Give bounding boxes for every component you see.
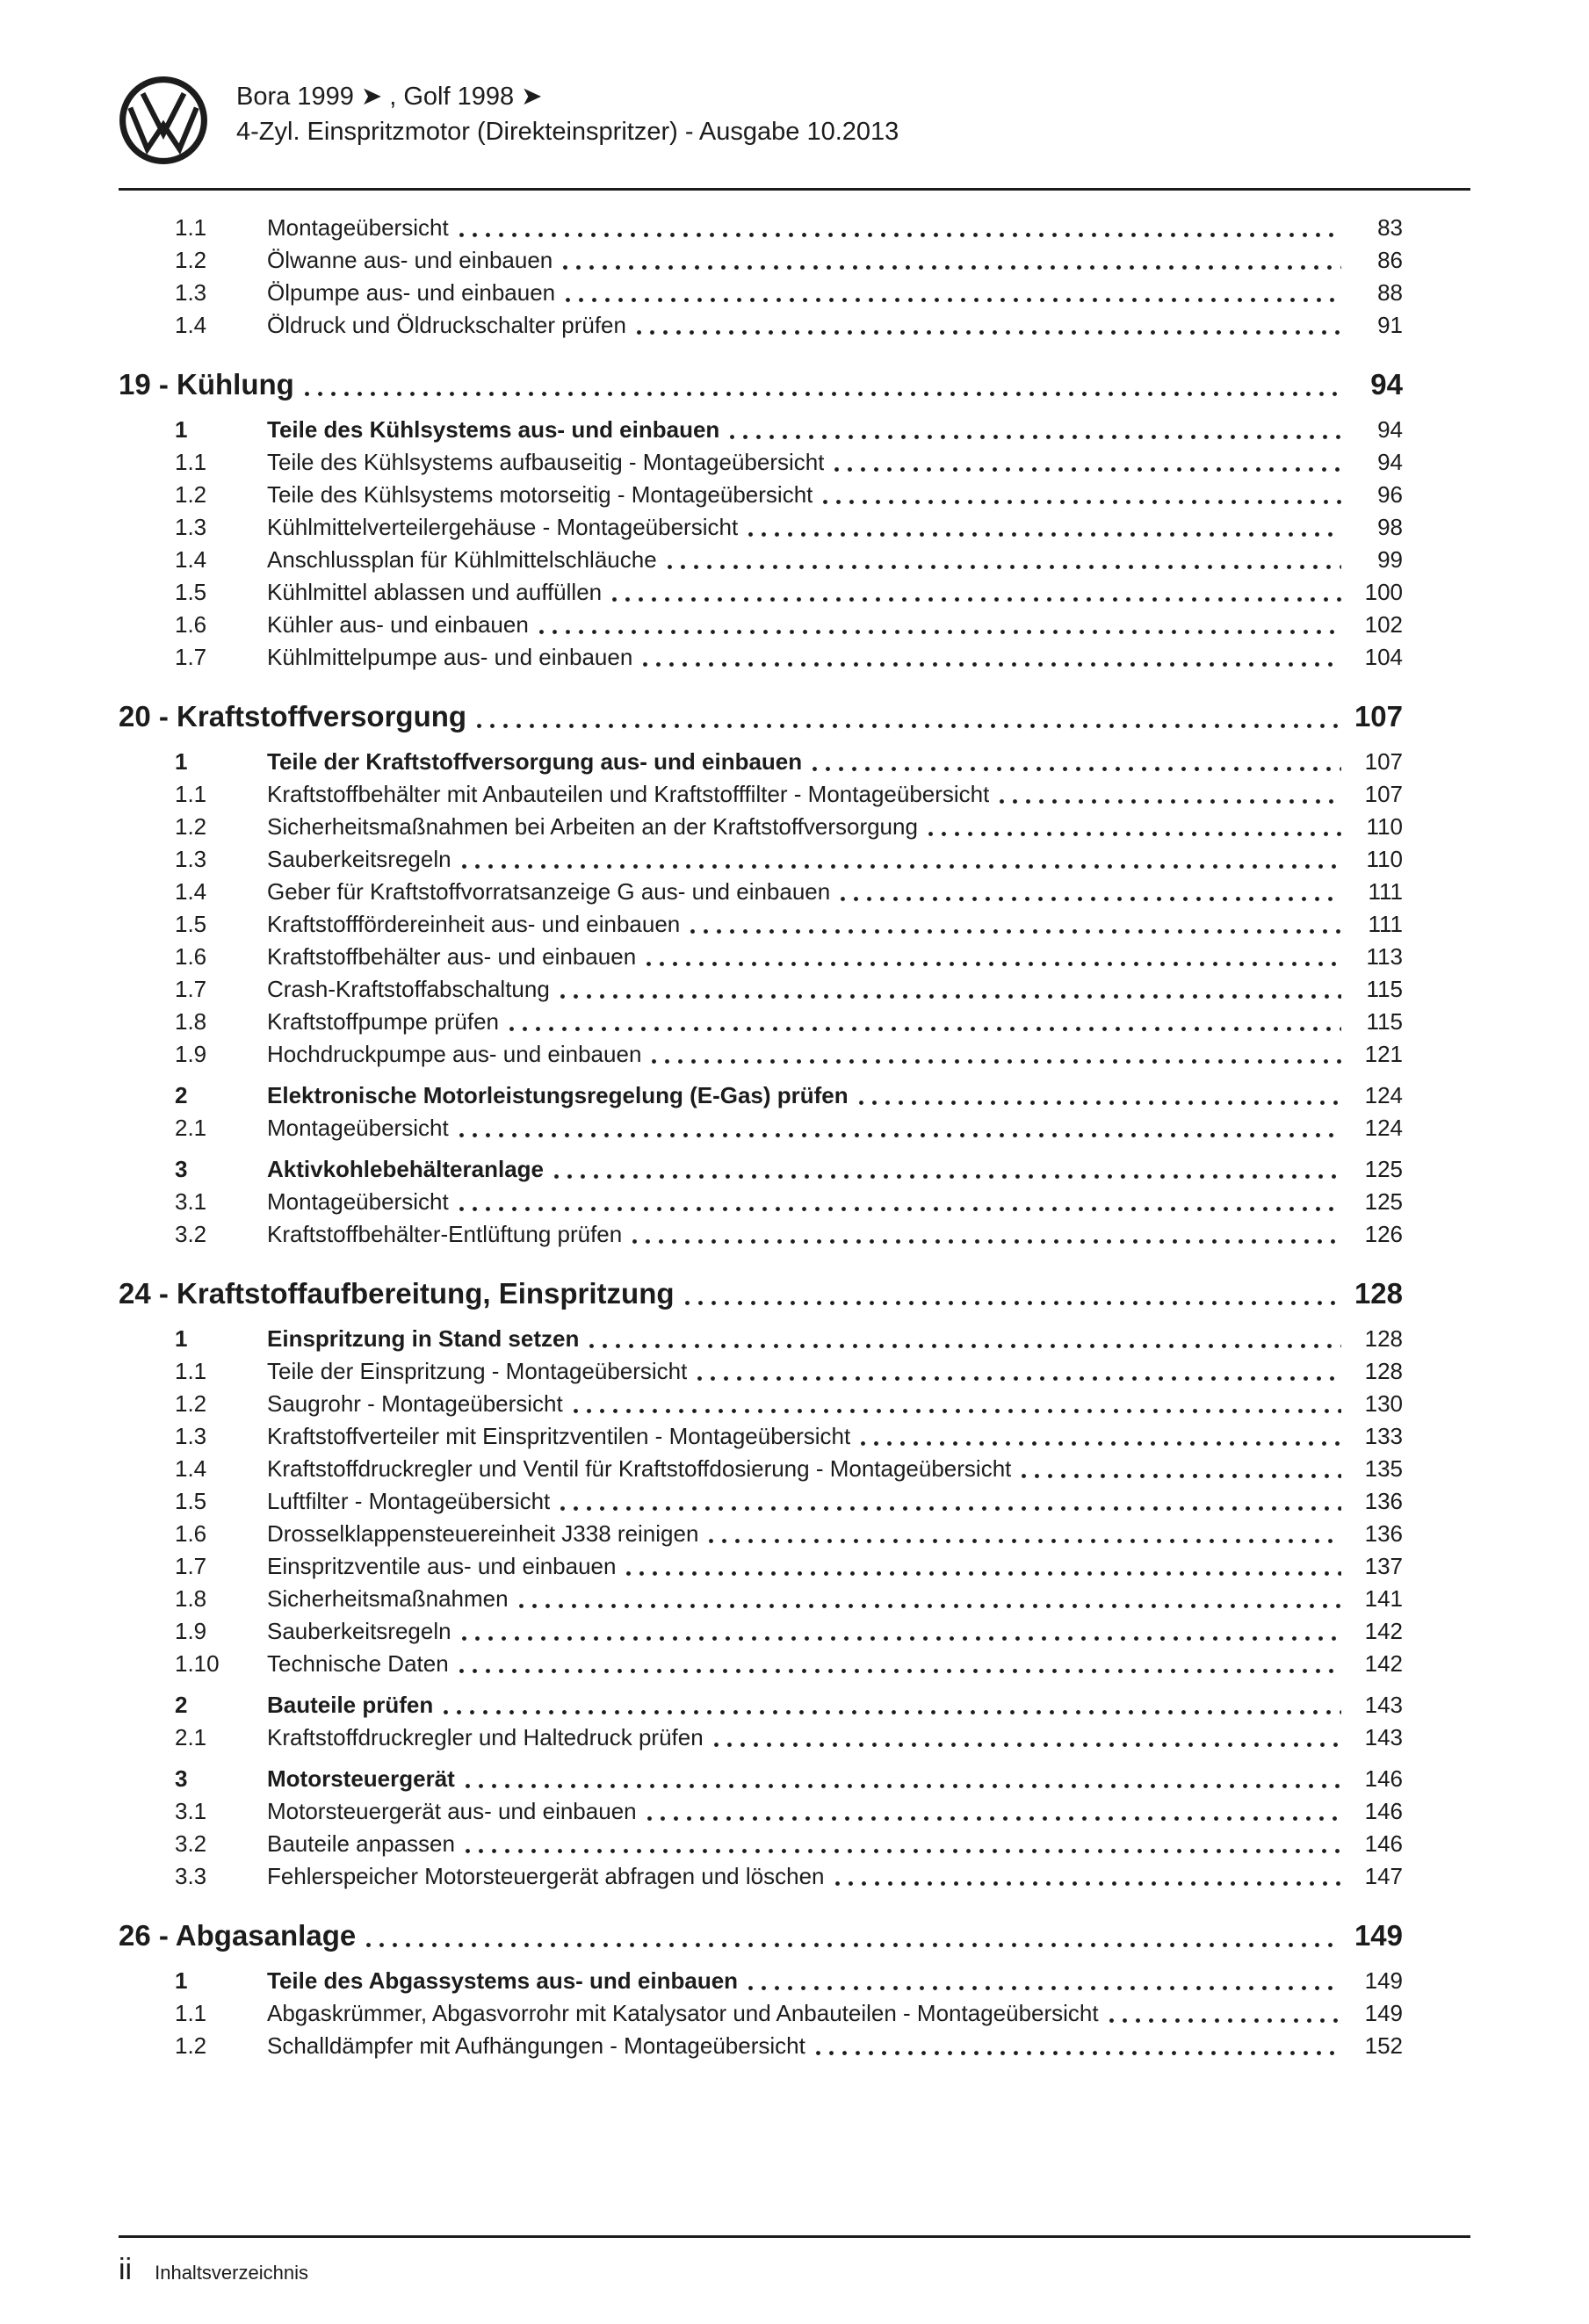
dotted-leader [449,1186,1348,1218]
toc-entry-page: 137 [1364,1553,1403,1579]
toc-entry-title: Teile des Kühlsystems motorseitig - Montageübersicht [267,481,813,508]
toc-entry-page: 136 [1364,1488,1403,1514]
toc-entry-title: Teile der Kraftstoffversorgung aus- und einbauen [267,748,803,775]
toc-row [119,1485,1403,1518]
toc-entry-title: Bauteile prüfen [267,1692,434,1718]
toc-row [119,244,1403,277]
toc-row [119,1763,1403,1795]
toc-entry-number: 1.6 [175,1520,207,1547]
toc-entry-page: 125 [1364,1156,1403,1182]
dotted-leader [455,1763,1348,1795]
toc-row [119,414,1403,446]
dotted-leader [805,2030,1348,2062]
toc-entry-title: Kraftstofffördereinheit aus- und einbauen [267,911,681,937]
toc-entry-title: Kühler aus- und einbauen [267,611,529,638]
toc-entry-page: 107 [1354,700,1403,733]
dotted-leader [636,941,1348,973]
toc-row [119,876,1403,908]
dotted-leader [813,479,1348,511]
toc-row [119,1079,1403,1112]
dotted-leader [641,1038,1348,1071]
toc-entry-title: Kraftstoffbehälter mit Anbauteilen und Kraftstofffilter - Montageübersicht [267,781,990,807]
toc-entry-page: 94 [1377,416,1403,443]
toc-entry-number: 1.7 [175,1553,207,1579]
toc-row [119,973,1403,1006]
header-rule [119,188,1470,191]
toc-entry-title: Aktivkohlebehälteranlage [267,1156,544,1182]
toc-entry-title: Kühlmittel ablassen und auffüllen [267,579,603,605]
dotted-leader [622,1218,1348,1251]
toc-entry-title: Ölpumpe aus- und einbauen [267,279,556,306]
toc-entry-number: 1 [175,1967,188,1994]
dotted-leader [499,1006,1348,1038]
toc-entry-page: 107 [1364,781,1403,807]
footer-row [119,2252,1470,2287]
toc-entry-number: 1.4 [175,1455,207,1482]
toc-row [119,1274,1403,1314]
toc-entry-title: Teile des Kühlsystems aus- und einbauen [267,416,720,443]
toc-entry-title: Sauberkeitsregeln [267,846,451,872]
toc-row [119,1453,1403,1485]
toc-entry-number: 1.2 [175,481,207,508]
dotted-leader [550,1485,1348,1518]
toc-row [119,1550,1403,1583]
dotted-leader [850,1420,1348,1453]
toc-entry-title: Technische Daten [267,1650,449,1677]
toc-row [119,609,1403,641]
dotted-leader [626,309,1348,342]
toc-list [119,212,1403,2062]
toc-entry-number: 2 [175,1082,188,1108]
toc-entry-page: 110 [1366,846,1403,872]
toc-entry-page: 146 [1364,1765,1403,1792]
toc-row [119,1388,1403,1420]
dotted-leader [657,544,1348,576]
toc-entry-page: 133 [1364,1423,1403,1449]
dotted-leader [830,876,1348,908]
toc-row [119,309,1403,342]
toc-entry-title: Kühlmittelverteilergehäuse - Montageübersicht [267,514,739,540]
dotted-leader [825,1860,1349,1893]
toc-row [119,2030,1403,2062]
toc-entry-number: 1.1 [175,1358,207,1384]
dotted-leader [632,641,1348,674]
footer-rule [119,2235,1470,2238]
toc-row [119,511,1403,544]
toc-entry-page: 124 [1364,1082,1403,1108]
toc-row [119,1997,1403,2030]
toc-row [119,1153,1403,1186]
toc-entry-title: Einspritzventile aus- und einbauen [267,1553,617,1579]
toc-entry-number: 1 [175,748,188,775]
toc-entry-page: 88 [1377,279,1403,306]
toc-entry-title: Bauteile anpassen [267,1830,455,1857]
dotted-leader [738,511,1348,544]
toc-entry-page: 115 [1366,976,1403,1002]
toc-entry-page: 128 [1364,1325,1403,1352]
toc-entry-number: 3.1 [175,1798,207,1824]
toc-entry-page: 135 [1364,1455,1403,1482]
toc-entry-page: 115 [1366,1008,1403,1035]
toc-entry-page: 128 [1364,1358,1403,1384]
toc-entry-title: Saugrohr - Montageübersicht [267,1390,563,1417]
toc-entry-page: 147 [1364,1863,1403,1889]
toc-row [119,778,1403,811]
toc-entry-title: 26 - Abgasanlage [119,1919,357,1952]
toc-row [119,479,1403,511]
toc-entry-title: Kraftstoffbehälter aus- und einbauen [267,943,637,970]
toc-row [119,212,1403,244]
dotted-leader [449,212,1348,244]
dotted-leader [738,1965,1348,1997]
toc-entry-title: Montageübersicht [267,1188,449,1215]
toc-entry-title: Montageübersicht [267,214,449,241]
dotted-leader [719,414,1348,446]
toc-row [119,1420,1403,1453]
toc-entry-number: 3 [175,1765,188,1792]
toc-entry-title: Anschlussplan für Kühlmittelschläuche [267,546,657,573]
toc-entry-page: 142 [1364,1618,1403,1644]
toc-entry-page: 125 [1364,1188,1403,1215]
document-page [0,76,1589,2286]
toc-entry-page: 107 [1364,748,1403,775]
toc-entry-number: 2.1 [175,1115,207,1141]
dotted-leader [356,1916,1348,1956]
toc-entry-number: 1.2 [175,247,207,273]
toc-entry-title: Kraftstoffpumpe prüfen [267,1008,500,1035]
dotted-leader [553,244,1348,277]
toc-entry-page: 111 [1368,878,1403,905]
toc-entry-title: Kühlmittelpumpe aus- und einbauen [267,644,633,670]
toc-row [119,1965,1403,1997]
dotted-leader [704,1721,1348,1754]
toc-entry-title: Elektronische Motorleistungsregelung (E-Gas) prüfen [267,1082,849,1108]
toc-entry-title: Motorsteuergerät [267,1765,455,1792]
toc-entry-page: 91 [1377,312,1403,338]
toc-row [119,746,1403,778]
toc-entry-number: 1.5 [175,911,207,937]
toc-entry-number: 2 [175,1692,188,1718]
toc-row [119,1689,1403,1721]
footer-page-number: ii [119,2253,133,2286]
toc-entry-number: 1.8 [175,1585,207,1612]
toc-entry-page: 143 [1364,1692,1403,1718]
toc-row [119,1648,1403,1680]
toc-entry-title: Hochdruckpumpe aus- und einbauen [267,1041,642,1067]
toc-entry-number: 1.7 [175,976,207,1002]
header-text-block [236,76,899,149]
toc-entry-page: 110 [1366,813,1403,840]
toc-entry-number: 1.3 [175,846,207,872]
toc-entry-page: 124 [1364,1115,1403,1141]
toc-entry-page: 102 [1364,611,1403,638]
dotted-leader [455,1828,1348,1860]
toc-row [119,696,1403,737]
toc-entry-title: Teile des Abgassystems aus- und einbauen [267,1967,739,1994]
dotted-leader [849,1079,1348,1112]
toc-row [119,1355,1403,1388]
toc-entry-number: 1.2 [175,2032,207,2059]
dotted-leader [824,446,1348,479]
toc-entry-page: 130 [1364,1390,1403,1417]
toc-entry-title: Crash-Kraftstoffabschaltung [267,976,550,1002]
dotted-leader [563,1388,1348,1420]
dotted-leader [698,1518,1348,1550]
toc-entry-title: Geber für Kraftstoffvorratsanzeige G aus- und einbauen [267,878,831,905]
dotted-leader [616,1550,1348,1583]
toc-entry-page: 100 [1364,579,1403,605]
toc-entry-title: Sicherheitsmaßnahmen [267,1585,509,1612]
toc-entry-number: 1 [175,416,188,443]
toc-entry-number: 1.5 [175,1488,207,1514]
toc-entry-page: 113 [1366,943,1403,970]
toc-entry-number: 1.4 [175,312,207,338]
toc-entry-number: 1.4 [175,878,207,905]
toc-entry-title: 19 - Kühlung [119,368,294,401]
toc-entry-title: Sauberkeitsregeln [267,1618,451,1644]
toc-entry-number: 1.2 [175,813,207,840]
toc-entry-number: 1.7 [175,644,207,670]
toc-row [119,811,1403,843]
dotted-leader [433,1689,1348,1721]
toc-entry-number: 1.1 [175,781,207,807]
dotted-leader [802,746,1348,778]
dotted-leader [466,696,1348,737]
dotted-leader [602,576,1348,609]
toc-entry-number: 3.2 [175,1830,207,1857]
toc-entry-page: 146 [1364,1830,1403,1857]
toc-entry-number: 1.3 [175,1423,207,1449]
toc-entry-title: Einspritzung in Stand setzen [267,1325,580,1352]
toc-entry-page: 128 [1354,1277,1403,1310]
toc-entry-title: Luftfilter - Montageübersicht [267,1488,551,1514]
dotted-leader [451,843,1348,876]
toc-entry-page: 98 [1377,514,1403,540]
toc-entry-number: 1.9 [175,1041,207,1067]
vw-logo-icon [119,76,208,165]
dotted-leader [544,1153,1348,1186]
toc-entry-page: 83 [1377,214,1403,241]
toc-entry-title: 20 - Kraftstoffversorgung [119,700,467,733]
dotted-leader [989,778,1348,811]
toc-entry-title: Sicherheitsmaßnahmen bei Arbeiten an der Kraftstoffversorgung [267,813,918,840]
toc-entry-number: 1.1 [175,2000,207,2026]
dotted-leader [449,1648,1348,1680]
toc-entry-page: 121 [1364,1041,1403,1067]
toc-row [119,576,1403,609]
document-header [119,76,1470,165]
toc-entry-page: 149 [1354,1919,1403,1952]
toc-entry-number: 1.10 [175,1650,220,1677]
toc-entry-number: 1.6 [175,611,207,638]
dotted-leader [687,1355,1348,1388]
toc-entry-number: 1.5 [175,579,207,605]
toc-row [119,908,1403,941]
toc-entry-title: Ölwanne aus- und einbauen [267,247,553,273]
dotted-leader [529,609,1348,641]
footer-label: Inhaltsverzeichnis [155,2262,308,2284]
dotted-leader [555,277,1348,309]
toc-row [119,1916,1403,1956]
toc-entry-number: 1.4 [175,546,207,573]
toc-entry-page: 149 [1364,2000,1403,2026]
toc-entry-number: 1.1 [175,214,207,241]
toc-row [119,1583,1403,1615]
toc-row [119,1186,1403,1218]
dotted-leader [579,1323,1348,1355]
toc-row [119,941,1403,973]
toc-row [119,277,1403,309]
toc-row [119,446,1403,479]
toc-entry-title: Teile der Einspritzung - Montageübersicht [267,1358,688,1384]
toc-entry-title: Motorsteuergerät aus- und einbauen [267,1798,637,1824]
toc-entry-title: Fehlerspeicher Motorsteuergerät abfragen und löschen [267,1863,825,1889]
toc-entry-title: Kraftstoffverteiler mit Einspritzventilen - Montageübersicht [267,1423,851,1449]
toc-entry-page: 146 [1364,1798,1403,1824]
toc-entry-number: 3.2 [175,1221,207,1247]
dotted-leader [449,1112,1348,1144]
dotted-leader [680,908,1348,941]
dotted-leader [451,1615,1348,1648]
header-subtitle: 4-Zyl. Einspritzmotor (Direkteinspritzer) - Ausgabe 10.2013 [236,118,899,146]
toc-entry-title: Kraftstoffdruckregler und Haltedruck prüfen [267,1724,704,1750]
toc-row [119,1038,1403,1071]
toc-entry-number: 3.1 [175,1188,207,1215]
toc-entry-number: 1.3 [175,279,207,306]
toc-entry-page: 126 [1364,1221,1403,1247]
toc-row [119,1006,1403,1038]
toc-entry-number: 1.9 [175,1618,207,1644]
toc-entry-page: 152 [1364,2032,1403,2059]
toc-row [119,1721,1403,1754]
toc-entry-title: Kraftstoffbehälter-Entlüftung prüfen [267,1221,623,1247]
toc-row [119,544,1403,576]
toc-row [119,1795,1403,1828]
toc-entry-title: Schalldämpfer mit Aufhängungen - Montageübersicht [267,2032,805,2059]
toc-entry-title: Drosselklappensteuereinheit J338 reinigen [267,1520,699,1547]
toc-row [119,1828,1403,1860]
dotted-leader [637,1795,1348,1828]
toc-row [119,364,1403,405]
toc-entry-number: 3.3 [175,1863,207,1889]
toc-entry-page: 141 [1364,1585,1403,1612]
toc-entry-page: 104 [1364,644,1403,670]
toc-entry-page: 86 [1377,247,1403,273]
toc-entry-title: Teile des Kühlsystems aufbauseitig - Montageübersicht [267,449,825,475]
toc-entry-number: 1.1 [175,449,207,475]
toc-entry-number: 3 [175,1156,188,1182]
toc-entry-page: 94 [1370,368,1403,401]
toc-row [119,1218,1403,1251]
toc-entry-number: 1.6 [175,943,207,970]
toc-entry-page: 96 [1377,481,1403,508]
toc-row [119,1518,1403,1550]
dotted-leader [550,973,1348,1006]
header-models: Bora 1999 ➤ , Golf 1998 ➤ [236,83,543,111]
toc-row [119,843,1403,876]
dotted-leader [918,811,1348,843]
dotted-leader [1099,1997,1348,2030]
toc-entry-title: Öldruck und Öldruckschalter prüfen [267,312,626,338]
toc-row [119,1323,1403,1355]
toc-entry-page: 149 [1364,1967,1403,1994]
dotted-leader [675,1274,1348,1314]
toc-entry-number: 1.2 [175,1390,207,1417]
toc-row [119,1112,1403,1144]
toc-row [119,1860,1403,1893]
dotted-leader [294,364,1348,405]
toc-row [119,1615,1403,1648]
dotted-leader [509,1583,1348,1615]
dotted-leader [1011,1453,1348,1485]
toc-entry-number: 2.1 [175,1724,207,1750]
document-footer [119,2235,1470,2287]
toc-entry-page: 142 [1364,1650,1403,1677]
toc-entry-title: Montageübersicht [267,1115,449,1141]
toc-entry-page: 111 [1368,911,1403,937]
toc-entry-title: Kraftstoffdruckregler und Ventil für Kraftstoffdosierung - Montageübersicht [267,1455,1012,1482]
toc-entry-number: 1.3 [175,514,207,540]
toc-entry-page: 136 [1364,1520,1403,1547]
toc-entry-page: 143 [1364,1724,1403,1750]
toc-entry-page: 99 [1377,546,1403,573]
toc-entry-number: 1.8 [175,1008,207,1035]
toc-entry-page: 94 [1377,449,1403,475]
toc-entry-title: Abgaskrümmer, Abgasvorrohr mit Katalysator und Anbauteilen - Montageübersicht [267,2000,1099,2026]
toc-row [119,641,1403,674]
toc-entry-title: 24 - Kraftstoffaufbereitung, Einspritzung [119,1277,675,1310]
toc-entry-number: 1 [175,1325,188,1352]
